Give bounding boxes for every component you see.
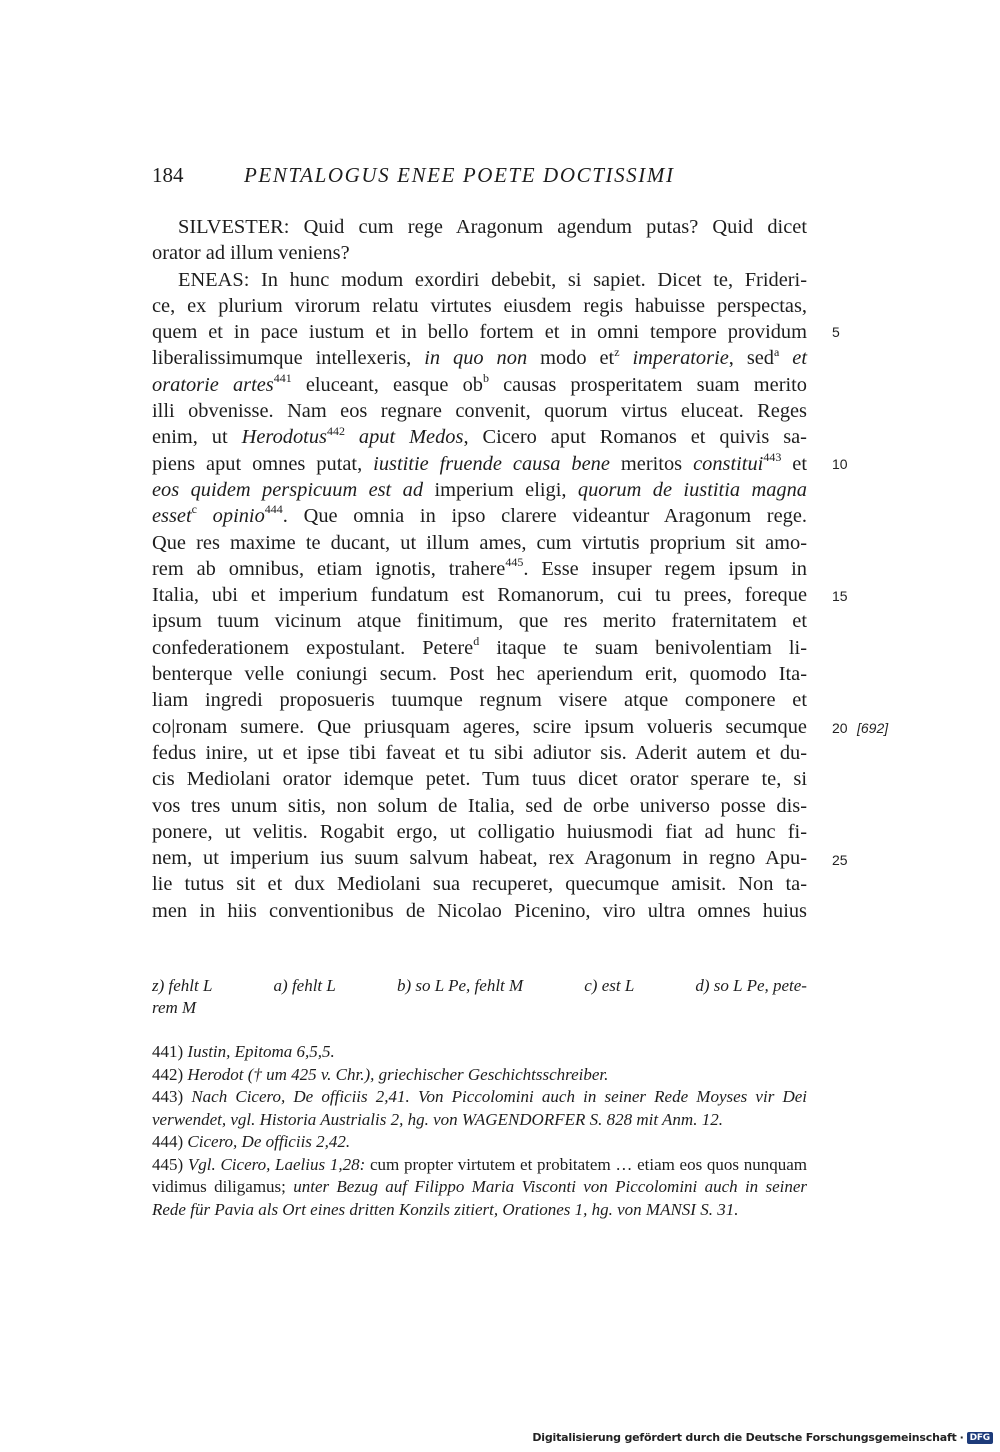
text-line: co|ronam sumere. Que priusquam ageres, scire ipsum volueris secumque [152, 715, 807, 738]
text-line: nem, ut imperium ius suum salvum habeat, rex Aragonum in regno Apu- [152, 847, 807, 870]
text-line: benterque velle coniungi secum. Post hec aperiendum erit, quomodo Ita- [152, 663, 807, 686]
page-reference: [692] [857, 720, 889, 736]
text-line: ENEAS: In hunc modum exordiri debebit, si sapiet. Dicet te, Frideri- [178, 268, 807, 291]
apparatus-note-z: z) fehlt L [152, 976, 213, 995]
text-line: rem ab omnibus, etiam ignotis, trahere$^{445}$. Esse insuper regem ipsum in [152, 555, 807, 580]
footnote-441: 441) Iustin, Epitoma 6,5,5. [152, 1042, 335, 1061]
line-number-20: 20 [832, 720, 848, 736]
line-number-25: 25 [832, 852, 848, 868]
footnote-443: 443) Nach Cicero, De officiis 2,41. Von Piccolomini auch in seiner Rede Moyses vir Dei verwendet, vgl. Historia Austrialis 2, hg. von WAGENDORFER S. 828 mit Anm. 12. [152, 1087, 808, 1129]
dfg-credit-text: Digitalisierung gefördert durch die Deutsche Forschungsgemeinschaft [532, 1431, 957, 1444]
dfg-separator: · [959, 1431, 964, 1444]
text-line: lie tutus sit et dux Mediolani sua recuperet, quecumque amisit. Non ta- [152, 873, 807, 896]
text-line: liberalissimumque intellexeris, in quo non modo $et^z$ imperatorie, sed$^a$ et [152, 344, 807, 370]
text-line: Que res maxime te ducant, ut illum ames, cum virtutis proprium sit amo- [152, 531, 807, 554]
text-line: eos quidem perspicuum est ad imperium eligi, quorum de iustitia magna [152, 478, 807, 501]
text-line: piens aput omnes putat, iustitie fruende causa bene meritos constitui$^{443}$ et [152, 449, 808, 475]
text-line: illi obvenisse. Nam eos regnare convenit, quorum virtus eluceat. Reges [152, 400, 807, 423]
line-number-15: 15 [832, 588, 848, 604]
text-line: quem et in pace iustum et in bello fortem et in omni tempore providum [152, 321, 807, 344]
text-line: enim, ut Herodotus$^{442}$ aput Medos, Cicero aput Romanos et quivis sa- [152, 423, 807, 449]
text-line: men in hiis conventionibus de Nicolao Picenino, viro ultra omnes huius [152, 899, 807, 922]
dfg-logo: DFG [967, 1432, 993, 1444]
running-header [152, 163, 812, 193]
text-line: orator ad illum veniens? [152, 242, 350, 265]
apparatus-note-a: a) fehlt L [273, 976, 336, 995]
page-number: 184 [152, 163, 184, 187]
text-line: vos tres unum sitis, non solum de Italia, sed de orbe universo posse dis- [152, 794, 807, 817]
text-line: esset$^c$ opinio$^{444}$. Que omnia in ipso clarere videantur Aragonum rege. [152, 502, 807, 528]
text-line: ipsum tuum vicinum atque finitimum, que res merito fraternitatem et [152, 610, 807, 633]
footnote-444: 444) Cicero, De officiis 2,42. [152, 1132, 351, 1151]
critical-apparatus [152, 975, 807, 1019]
apparatus-note-d-cont: rem M [152, 998, 197, 1017]
footnote-442: 442) Herodot († um 425 v. Chr.), griechischer Geschichtsschreiber. [152, 1064, 609, 1084]
text-line: ce, ex plurium virorum relatu virtutes eiusdem regis habuisse perspectas, [152, 294, 807, 317]
footnote-445: 445) Vgl. Cicero, Laelius 1,28: cum propter virtutem et probitatem … etiam eos quos nunquam vidimus diligamus; unter Bezug auf Filippo Maria Visconti von Piccolomini auch in seiner Rede für Pavia als Ort eines dritten Konzils zitiert, Orationes 1, hg. von MANSI S. 31. [152, 1154, 808, 1219]
text-line: ponere, ut velitis. Rogabit ergo, ut colligatio huiusmodi fiat ad hunc fi- [152, 820, 807, 843]
line-number-5: 5 [832, 324, 840, 340]
text-line: confederationem expostulant. Petere$^d$ itaque te suam benivolentiam li- [152, 633, 808, 659]
text-line: fedus inire, ut et ipse tibi faveat et tu sibi adiutor sis. Aderit autem et du- [152, 741, 807, 764]
running-title: PENTALOGUS ENEE POETE DOCTISSIMI [244, 163, 675, 187]
apparatus-note-c: c) est L [584, 976, 635, 995]
main-text [152, 214, 807, 924]
dfg-credit [532, 1431, 993, 1444]
text-line: liam ingredi proposueris tuumque regnum visere atque componere et [152, 689, 807, 712]
apparatus-note-b: b) so L Pe, fehlt M [396, 976, 524, 995]
text-line: SILVESTER: Quid cum rege Aragonum agendum putas? Quid dicet [178, 216, 807, 238]
text-line: cis Mediolani orator idemque petet. Tum tuus dicet orator sperare te, si [152, 768, 807, 791]
text-line: oratorie artes$^{441}$ eluceant, easque $ob^b$ causas prosperitatem suam merito [152, 370, 808, 396]
footnotes [152, 1041, 807, 1221]
apparatus-note-d: d) so L Pe, pete- [695, 976, 807, 995]
line-number-10: 10 [832, 456, 848, 472]
text-line: Italia, ubi et imperium fundatum est Romanorum, cui tu prees, foreque [152, 584, 807, 607]
